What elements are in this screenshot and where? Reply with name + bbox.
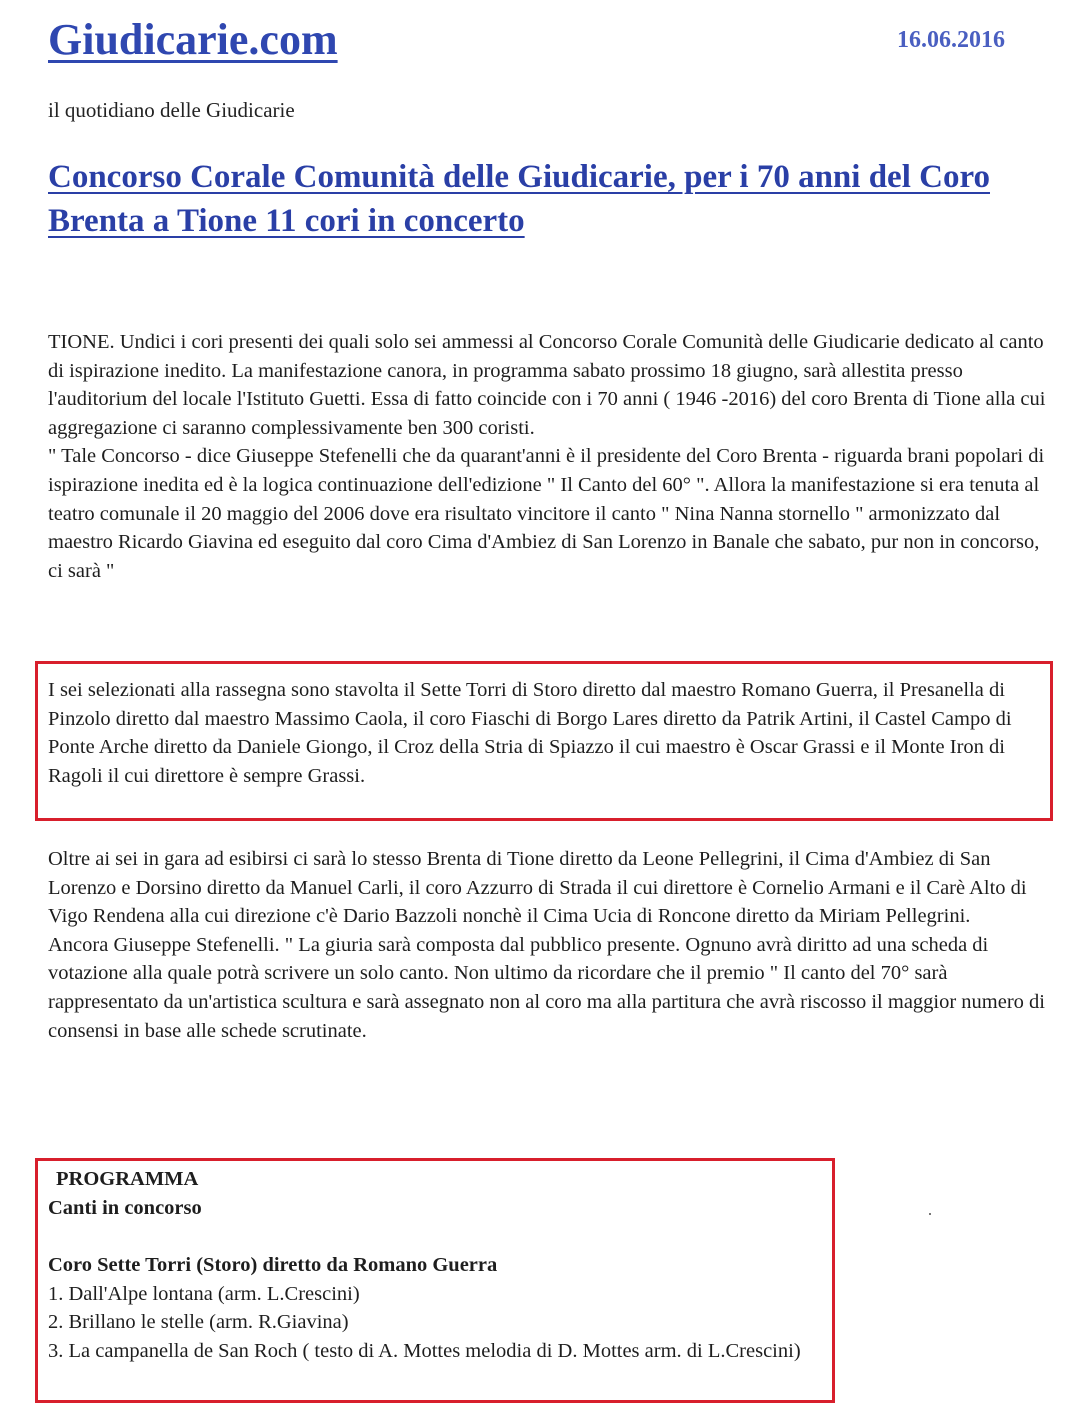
- program-song-item: 2. Brillano le stelle (arm. R.Giavina): [48, 1311, 349, 1333]
- site-title-link[interactable]: Giudicarie.com: [48, 15, 338, 64]
- program-song-item: 1. Dall'Alpe lontana (arm. L.Crescini): [48, 1283, 360, 1305]
- program-box: [35, 1158, 835, 1403]
- program-title: PROGRAMMA: [56, 1168, 199, 1190]
- article-headline-link[interactable]: Concorso Corale Comunità delle Giudicarie, per i 70 anni del Coro Brenta a Tione 11 cori in concerto: [48, 159, 990, 239]
- program-subtitle: Canti in concorso: [48, 1197, 202, 1219]
- article-paragraph-selected-choirs: I sei selezionati alla rassegna sono stavolta il Sette Torri di Storo diretto dal maestro Romano Guerra, il Presanella di Pinzolo diretto dal maestro Massimo Caola, il coro Fiaschi di Borgo Lares diretto da Patrik Artini, il Castel Campo di Ponte Arche diretto da Daniele Giongo, il Croz della Stria di Spiazzo il cui maestro è Oscar Grassi e il Monte Iron di Ragoli il cui direttore è sempre Grassi.: [48, 679, 1012, 787]
- publication-date: 16.06.2016: [897, 27, 1005, 53]
- article-paragraph-intro: TIONE. Undici i cori presenti dei quali solo sei ammessi al Concorso Corale Comunità delle Giudicarie dedicato al canto di ispirazione inedito. La manifestazione canora, in programma sabato prossimo 18 giugno, sarà allestita presso l'auditorium del locale l'Istituto Guetti. Essa di fatto coincide con i 70 anni ( 1946 -2016) del coro Brenta di Tione alla cui aggregazione ci saranno complessivamente ben 300 coristi. " Tale Concorso - dice Giuseppe Stefenelli che da quarant'anni è il presidente del Coro Brenta - riguarda brani popolari di ispirazione inedita ed è la logica continuazione dell'edizione " Il Canto del 60° ". Allora la manifestazione si era tenuta al teatro comunale il 20 maggio del 2006 dove era risultato vincitore il canto " Nina Nanna stornello " armonizzato dal maestro Ricardo Giavina ed eseguito dal coro Cima d'Ambiez di San Lorenzo in Banale che sabato, pur non in concorso, ci sarà ": [48, 331, 1046, 582]
- site-tagline: il quotidiano delle Giudicarie: [48, 98, 295, 122]
- article-paragraph-other-choirs: Oltre ai sei in gara ad esibirsi ci sarà lo stesso Brenta di Tione diretto da Leone Pellegrini, il Cima d'Ambiez di San Lorenzo e Dorsino diretto da Manuel Carli, il coro Azzurro di Strada il cui direttore è Cornelio Armani e il Carè Alto di Vigo Rendena alla cui direzione c'è Dario Bazzoli nonchè il Cima Ucia di Roncone diretto da Miriam Pellegrini. Ancora Giuseppe Stefenelli. " La giuria sarà composta dal pubblico presente. Ognuno avrà diritto ad una scheda di votazione alla quale potrà scrivere un solo canto. Non ultimo da ricordare che il premio " Il canto del 70° sarà rappresentato da un'artistica scultura e sarà assegnato non al coro ma alla partitura che avrà riscosso il maggior numero di consensi in base alle schede scrutinate.: [48, 848, 1046, 1042]
- selected-choirs-highlight-box: [35, 661, 1053, 821]
- program-choir-heading: Coro Sette Torri (Storo) diretto da Romano Guerra: [48, 1254, 498, 1276]
- scan-speck: [929, 1213, 931, 1215]
- program-song-item: 3. La campanella de San Roch ( testo di A. Mottes melodia di D. Mottes arm. di L.Crescini): [48, 1340, 801, 1362]
